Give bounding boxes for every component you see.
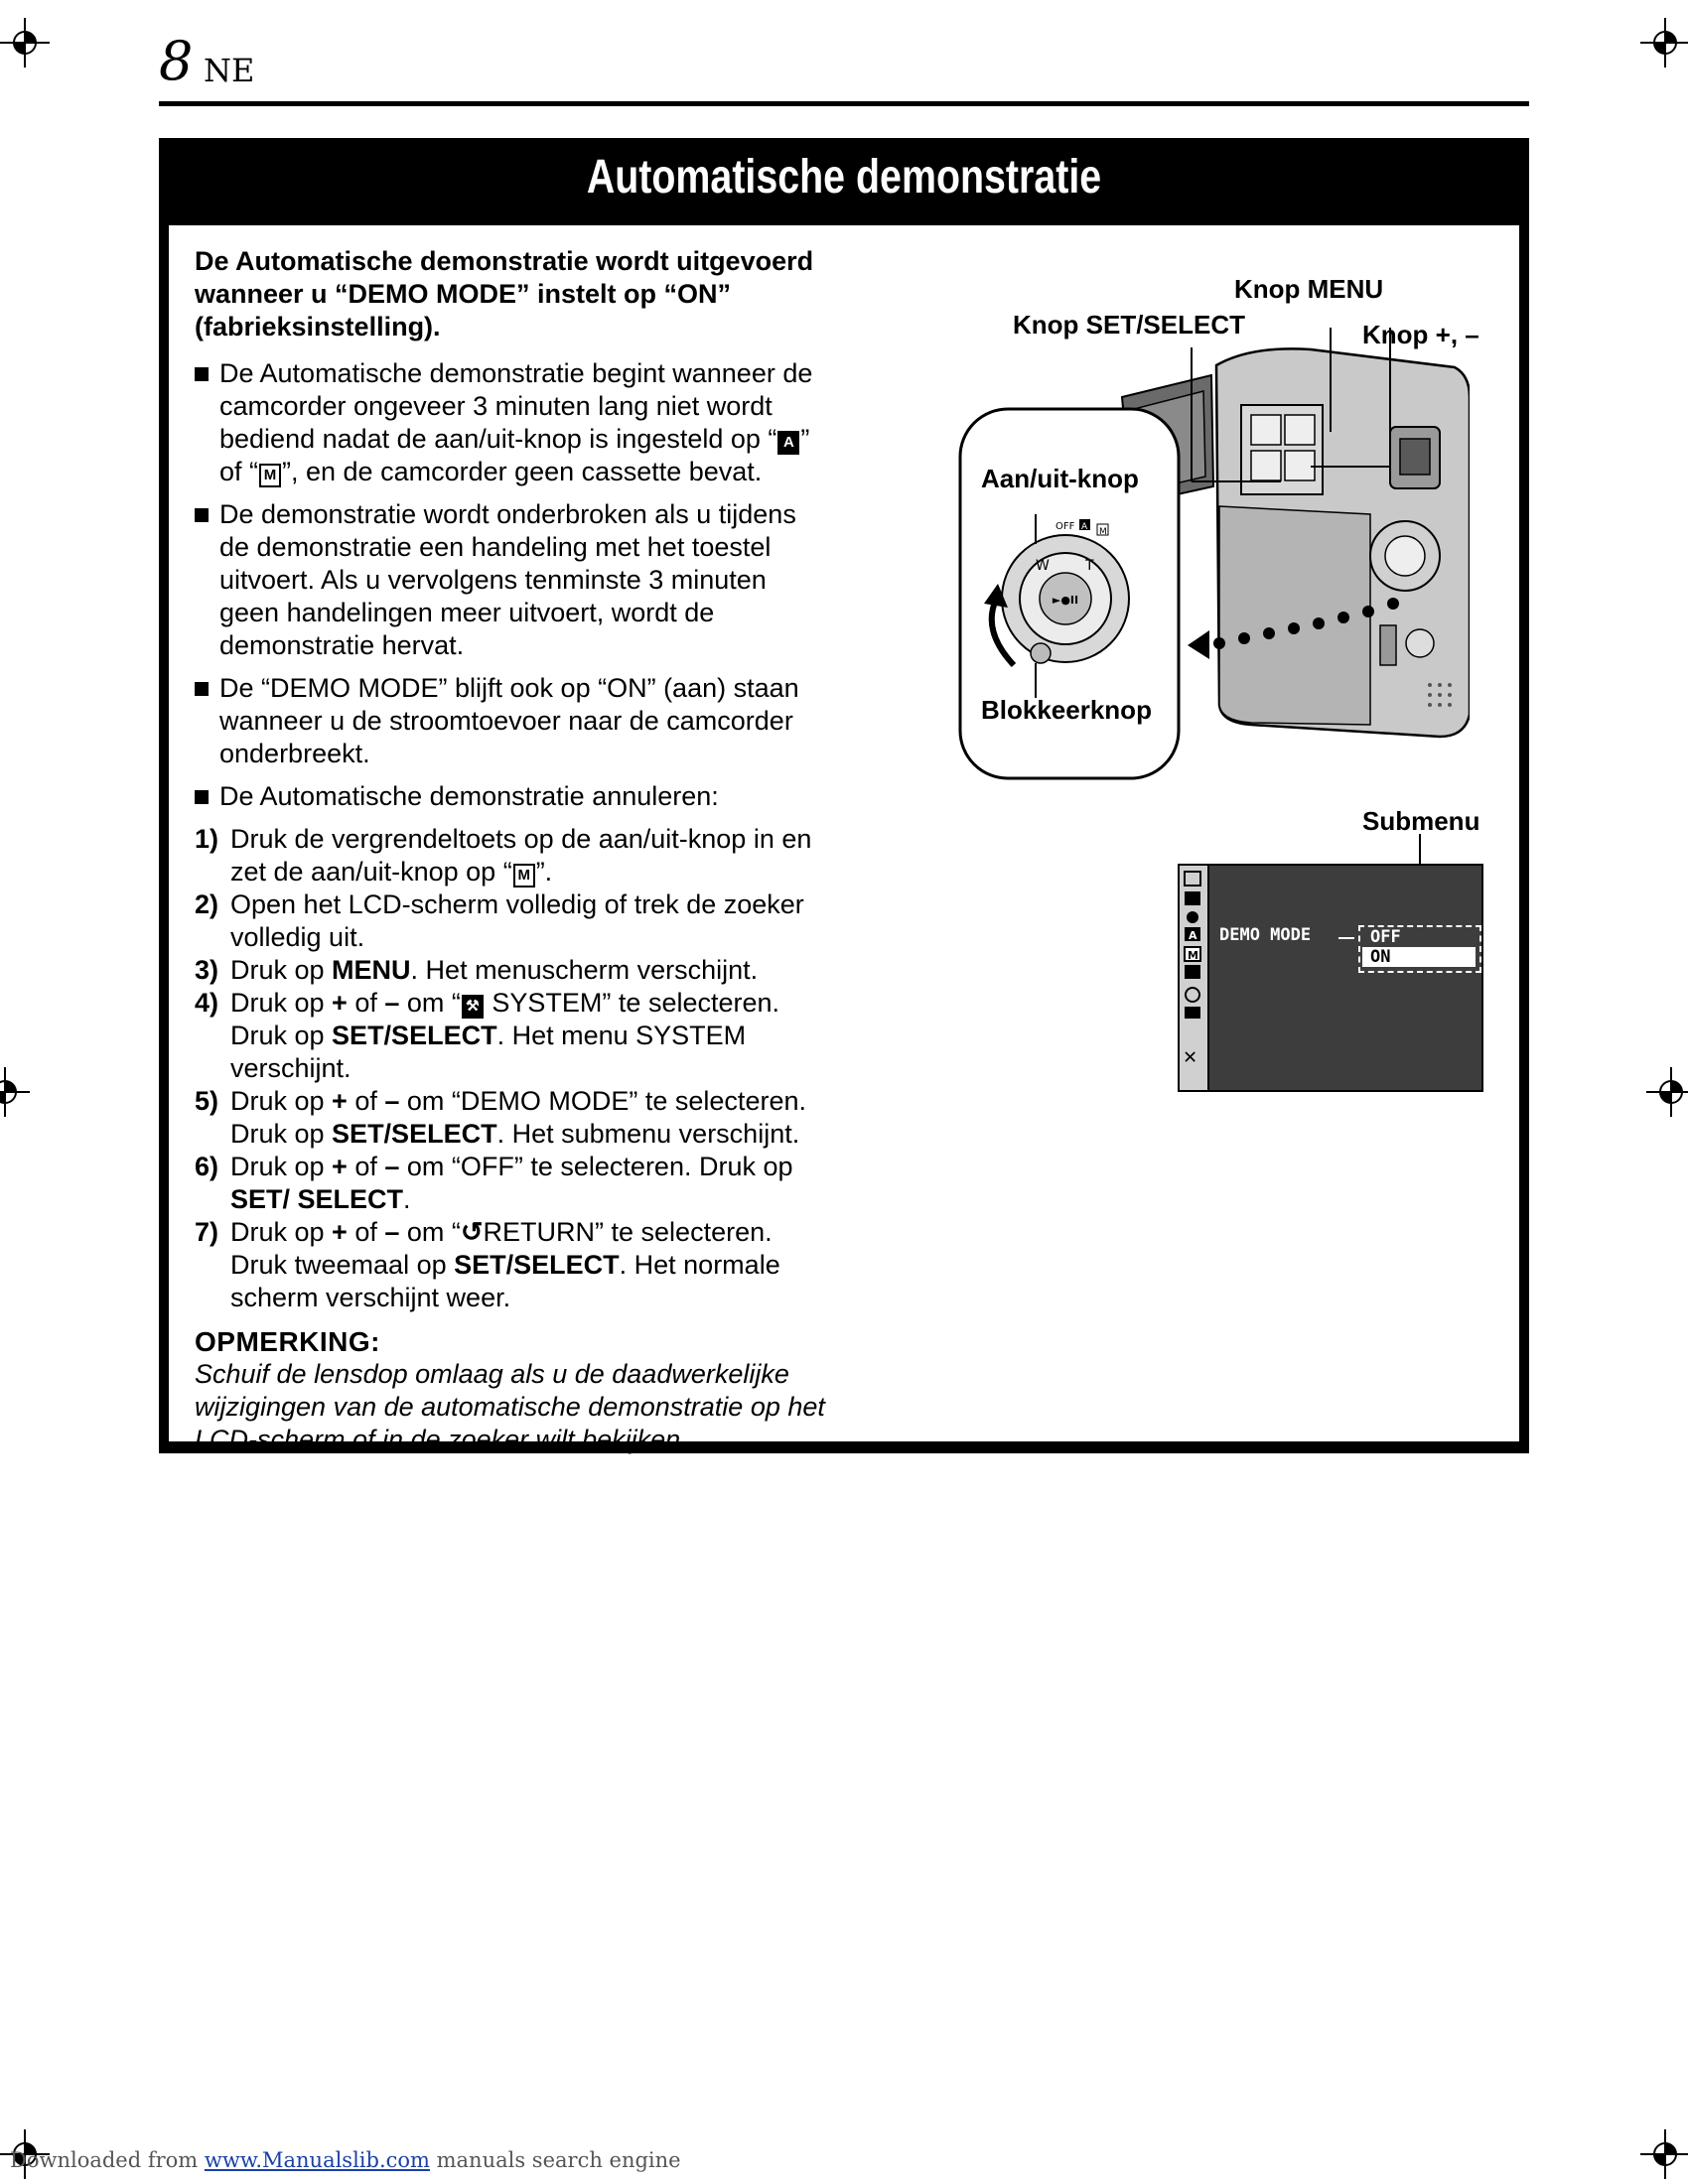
- bullet-text: De demonstratie wordt onderbroken als u tijdens de demonstratie een handeling met het toestel uitvoert. Als u vervolgens tenminste 3 minuten geen handelingen meer uitvoert, wordt de demonstratie hervat.: [219, 499, 796, 660]
- bullet-item: [195, 672, 830, 770]
- crop-mark-bottom-right: [1640, 2129, 1688, 2179]
- instructions-column: [195, 245, 830, 1456]
- step-5: 5) Druk op + of – om “DEMO MODE” te selecteren. Druk op SET/SELECT. Het submenu verschijnt.: [195, 1086, 806, 1149]
- crop-mark-top-right: [1640, 18, 1688, 68]
- power-switch-label: Aan/uit-knop: [981, 464, 1139, 493]
- bullet-text: De “DEMO MODE” blijft ook op “ON” (aan) staan wanneer u de stroomtoevoer naar de camcorder onderbreekt.: [219, 673, 799, 768]
- option-on[interactable]: ON: [1370, 947, 1391, 967]
- menu-button-label: Knop MENU: [1234, 274, 1384, 304]
- step-3: 3) Druk op MENU. Het menuscherm verschijnt.: [195, 955, 759, 985]
- manualslib-link[interactable]: www.Manualslib.com: [204, 2148, 430, 2172]
- plus-minus-button-label: Knop +, –: [1362, 320, 1479, 349]
- crop-mark-mid-left: [0, 1067, 30, 1117]
- bullet-item: [195, 498, 830, 662]
- section-title: Automatische demonstratie: [586, 151, 1102, 204]
- language-code: NE: [204, 52, 255, 89]
- svg-text:M: M: [1188, 949, 1198, 962]
- submenu-connector: [1338, 937, 1354, 939]
- power-dial-callout: [956, 405, 1185, 782]
- intro-text: De Automatische demonstratie wordt uitgevoerd wanneer u “DEMO MODE” instelt op “ON” (fabrieksinstelling).: [195, 246, 814, 341]
- step-6: 6) Druk op + of – om “OFF” te selecteren. Druk op SET/ SELECT.: [195, 1152, 793, 1214]
- close-icon[interactable]: ✕: [1184, 1044, 1197, 1069]
- dial-w-label: W: [1036, 558, 1050, 574]
- submenu-label: Submenu: [1362, 806, 1480, 836]
- step-7: 7) Druk op + of – om “↺RETURN” te selecteren. Druk tweemaal op SET/SELECT. Het normale scherm verschijnt weer.: [195, 1217, 780, 1312]
- bullet-text: ”, en de camcorder geen cassette bevat.: [282, 457, 763, 486]
- option-off[interactable]: OFF: [1370, 927, 1401, 947]
- lock-button-label: Blokkeerknop: [981, 695, 1152, 725]
- steps-list: [195, 823, 830, 1314]
- page-number: 8: [159, 30, 194, 92]
- return-icon: ↺: [460, 1217, 484, 1247]
- dial-t-label: T: [1085, 558, 1094, 574]
- bullet-square-icon: [195, 682, 209, 696]
- dial-a-label: A: [1081, 522, 1088, 532]
- svg-text:►●II: ►●II: [1052, 594, 1079, 607]
- bullet-text: De Automatische demonstratie begint wanneer de camcorder ongeveer 3 minuten lang niet wordt bediend nadat de aan/uit-knop is ingesteld op “: [219, 358, 813, 454]
- auto-mode-icon: A: [777, 431, 799, 455]
- header-rule: [159, 101, 1529, 106]
- bullet-text: De Automatische demonstratie annuleren:: [219, 781, 719, 811]
- note-heading: OPMERKING:: [195, 1326, 380, 1357]
- manual-mode-icon: M: [259, 464, 281, 487]
- bullet-item: [195, 780, 830, 813]
- system-menu-icon: ⚒: [462, 995, 484, 1019]
- dial-m-label: M: [1099, 527, 1107, 537]
- demo-mode-item: DEMO MODE: [1219, 925, 1312, 945]
- bullet-square-icon: [195, 508, 209, 522]
- note-text: Schuif de lensdop omlaag als u de daadwerkelijke wijzigingen van de automatische demonstratie op het LCD-scherm of in de zoeker wilt bekijken.: [195, 1359, 825, 1454]
- svg-text:A: A: [1189, 929, 1197, 942]
- dial-off-label: OFF: [1055, 521, 1075, 532]
- set-select-button-label: Knop SET/SELECT: [1013, 310, 1245, 340]
- footer: Downloaded from www.Manualslib.com manuals search engine: [10, 2148, 681, 2172]
- manual-mode-icon: M: [513, 864, 535, 887]
- bullet-square-icon: [195, 790, 209, 804]
- step-1: 1) Druk de vergrendeltoets op de aan/uit-knop in en zet de aan/uit-knop op “ M ”.: [195, 824, 812, 887]
- crop-mark-top-left: [0, 18, 50, 68]
- bullet-item: [195, 357, 830, 488]
- bullet-text: ” of “: [219, 424, 810, 486]
- step-4: 4) Druk op + of – om “ ⚒ SYSTEM” te selecteren. Druk op SET/SELECT. Het menu SYSTEM verschijnt.: [195, 988, 780, 1083]
- bullet-square-icon: [195, 367, 209, 381]
- crop-mark-mid-right: [1646, 1067, 1688, 1117]
- step-2: 2) Open het LCD-scherm volledig of trek de zoeker volledig uit.: [195, 889, 804, 952]
- submenu-screen: [1178, 864, 1483, 1092]
